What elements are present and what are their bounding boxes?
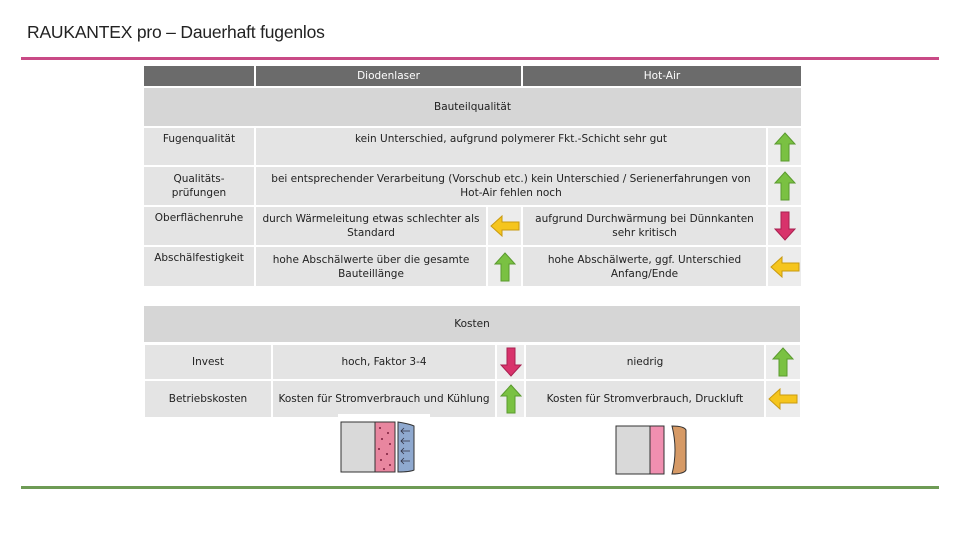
row-diode-oberflaechenruhe: durch Wärmeleitung etwas schlechter als Standard [256,207,486,245]
arrow-down-red-icon [500,347,522,377]
arrow-up-green-icon [500,384,522,414]
arrow-left-yellow-icon [768,388,798,410]
hot-air-edge-illustration [614,424,690,476]
row-text-fugenqualitaet: kein Unterschied, aufgrund polymerer Fkt.-Schicht sehr gut [256,128,766,165]
diode-laser-edge-illustration [338,414,432,476]
row-hotair-abschaelfestigkeit: hohe Abschälwerte, ggf. Unterschied Anfang/Ende [523,247,766,286]
row-label-fugenqualitaet: Fugenqualität [144,128,254,165]
arrow-cell [768,167,801,205]
row-hotair-betriebskosten: Kosten für Stromverbrauch, Druckluft [526,381,764,417]
arrow-down-red-icon [774,211,796,241]
row-hotair-invest: niedrig [526,345,764,379]
header-blank [144,66,254,86]
arrow-cell [768,207,801,245]
arrow-cell [768,128,801,165]
row-label-invest: Invest [145,345,271,379]
header-diodenlaser: Diodenlaser [256,66,521,86]
row-label-betriebskosten: Betriebskosten [145,381,271,417]
arrow-cell [497,381,524,417]
row-label-qualitaetspruefungen: Qualitäts- prüfungen [144,167,254,205]
bottom-divider [21,486,939,489]
arrow-up-green-icon [772,347,794,377]
top-divider [21,57,939,60]
arrow-up-green-icon [494,252,516,282]
row-diode-betriebskosten: Kosten für Stromverbrauch und Kühlung [273,381,495,417]
arrow-cell [766,345,800,379]
arrow-cell [768,247,801,286]
arrow-cell [488,207,521,245]
arrow-up-green-icon [774,132,796,162]
row-hotair-oberflaechenruhe: aufgrund Durchwärmung bei Dünnkanten sehr kritisch [523,207,766,245]
arrow-cell [497,345,524,379]
arrow-up-green-icon [774,171,796,201]
row-label-oberflaechenruhe: Oberflächenruhe [144,207,254,245]
slide-title: RAUKANTEX pro – Dauerhaft fugenlos [27,22,325,42]
row-text-qualitaetspruefungen: bei entsprechender Verarbeitung (Vorschub etc.) kein Unterschied / Serienerfahrungen von Hot-Air fehlen noch [256,167,766,205]
arrow-cell [766,381,800,417]
section-kosten: Kosten [144,306,800,342]
arrow-left-yellow-icon [770,256,800,278]
section-bauteilqualitaet: Bauteilqualität [144,88,801,126]
header-hot-air: Hot-Air [523,66,801,86]
arrow-left-yellow-icon [490,215,520,237]
row-diode-invest: hoch, Faktor 3-4 [273,345,495,379]
arrow-cell [488,247,521,286]
row-diode-abschaelfestigkeit: hohe Abschälwerte über die gesamte Bauteillänge [256,247,486,286]
row-label-abschaelfestigkeit: Abschälfestigkeit [144,247,254,286]
